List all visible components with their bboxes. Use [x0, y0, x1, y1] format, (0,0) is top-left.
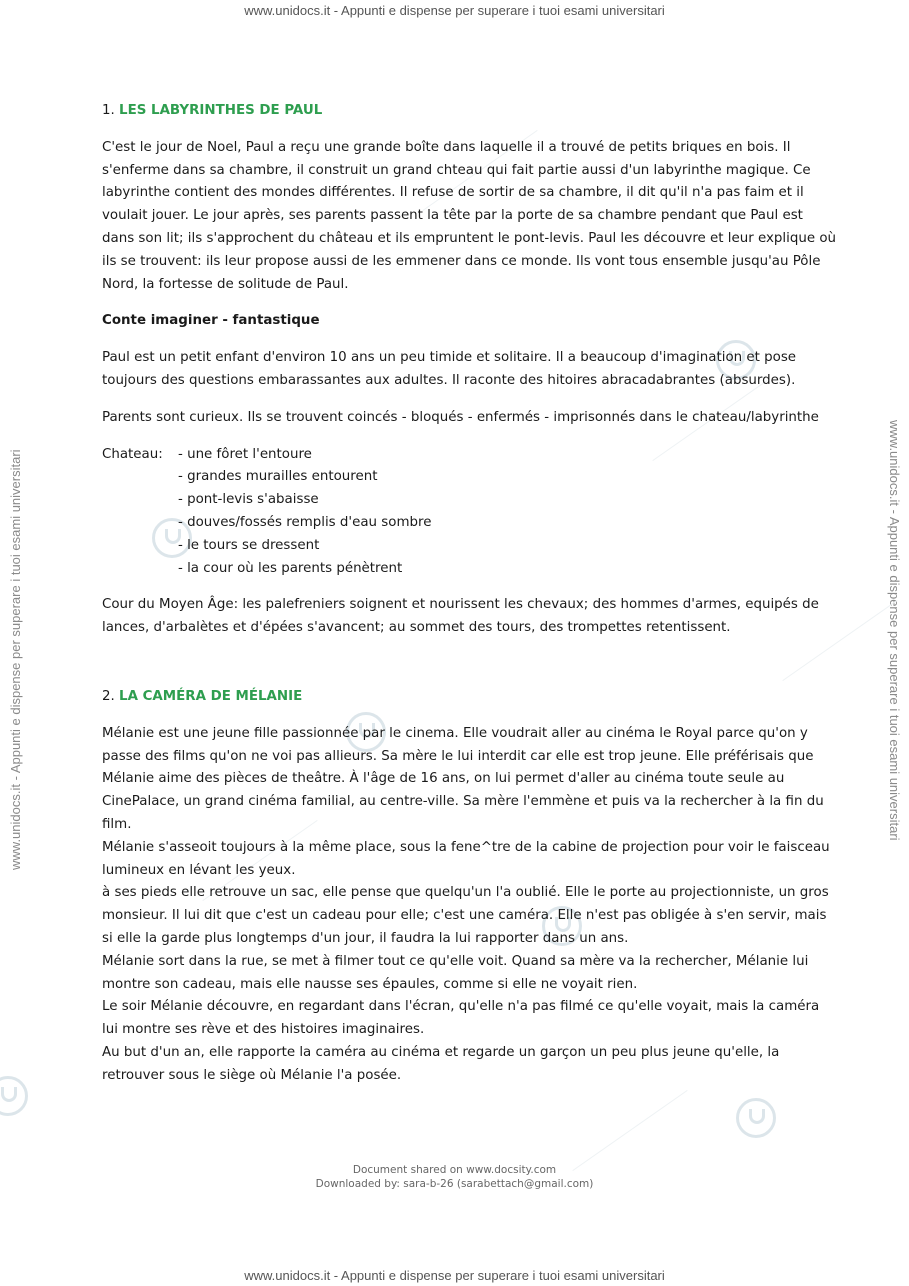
paragraph: C'est le jour de Noel, Paul a reçu une grande boîte dans laquelle il a trouvé de petits briques en bois. Il s'enferme dans sa chambre, il construit un grand chteau qui fait partie aussi d'un labyrinthe magique. Ce labyrinthe contient des mondes différentes. Il refuse de sortir de sa chambre, il dit qu'il n'a pas faim et il voulait jouer. Le jour après, ses parents passent la tête par la porte de sa chambre pendant que Paul est dans son lit; ils s'approchent du château et ils empruntent le pont-levis. Paul les découvre et leur explique où ils se trouvent: ils leur propose aussi de les emmener dans ce monde. Ils vont tous ensemble jusqu'au Pôle Nord, la fortesse de solitude de Paul. [102, 139, 837, 292]
list-item: - la cour où les parents pénètrent [178, 560, 403, 576]
section-title: LA CAMÉRA DE MÉLANIE [119, 688, 303, 704]
watermark-side-left: www.unidocs.it - Appunti e dispense per superare i tuoi esami universitari [8, 449, 23, 870]
list-label: Chateau: [102, 446, 163, 462]
shared-on-text: Document shared on www.docsity.com [352, 1164, 557, 1176]
paragraph-line: Mélanie sort dans la rue, se met à filmer tout ce qu'elle voit. Quand sa mère va la rechercher, Mélanie lui montre son cadeau, mais elle nausse ses épaules, comme si elle ne voyait rien. [102, 953, 809, 992]
paragraph: Paul est un petit enfant d'environ 10 ans un peu timide et solitaire. Il a beaucoup d'imagination et pose toujours des questions embarassantes aux adultes. Il raconte des hitoires abracadabrantes (absurdes). [102, 350, 797, 388]
paragraph: Parents sont curieux. Ils se trouvent coincés - bloqués - enfermés - imprisonnés dans le chateau/labyrinthe [102, 409, 819, 425]
unidocs-logo-icon [0, 1076, 28, 1116]
paragraph-line: à ses pieds elle retrouve un sac, elle pense que quelqu'un l'a oublié. Elle le porte au projectionniste, un gros monsieur. Il lui dit que c'est un cadeau pour elle; c'est une caméra. Elle n'est pas obligée à s'en servir, mais si elle la garde plus longtemps d'un jour, il faudra la lui rapporter dans un ans. [102, 885, 829, 946]
list-item: - douves/fossés remplis d'eau sombre [178, 514, 432, 530]
watermark-side-right: www.unidocs.it - Appunti e dispense per superare i tuoi esami universitari [887, 420, 902, 841]
subheading: Conte imaginer - fantastique [102, 313, 320, 329]
section-heading [102, 686, 837, 709]
list-item: - le tours se dressent [178, 537, 320, 553]
downloaded-by-text: Downloaded by: sara-b-26 (sarabettach@gmail.com) [315, 1178, 594, 1190]
section-gap [102, 640, 837, 686]
section-number: 1. [102, 103, 115, 118]
paragraph-line: Au but d'un an, elle rapporte la caméra au cinéma et regarde un garçon un peu plus jeune qu'elle, la retrouver sous le siège où Mélanie l'a posée. [102, 1044, 780, 1083]
download-info [0, 1163, 909, 1191]
chateau-list [102, 444, 837, 581]
list-item: - pont-levis s'abaisse [178, 492, 319, 508]
unidocs-logo-icon [736, 1098, 776, 1138]
list-item: - grandes murailles entourent [178, 469, 378, 485]
list [178, 444, 431, 581]
watermark-header: www.unidocs.it - Appunti e dispense per superare i tuoi esami universitari [244, 3, 665, 18]
watermark-line [572, 1090, 687, 1171]
paragraph-line: Le soir Mélanie découvre, en regardant dans l'écran, qu'elle n'a pas filmé ce qu'elle voyait, mais la caméra lui montre ses rève et des histoires imaginaires. [102, 999, 820, 1038]
watermark-footer: www.unidocs.it - Appunti e dispense per superare i tuoi esami universitari [244, 1268, 665, 1283]
section-title: LES LABYRINTHES DE PAUL [119, 103, 323, 118]
paragraph-line: Mélanie est une jeune fille passionnée par le cinema. Elle voudrait aller au cinéma le Royal parce qu'on y passe des films qu'on ne voi pas allieurs. Sa mère le lui interdit car elle est trop jeune. Elle préférisais que Mélanie aime des pièces de theâtre. À l'âge de 16 ans, on lui permet d'aller au cinéma toute seule au CinePalace, un grand cinéma familial, au centre-ville. Sa mère l'emmène et puis va la rechercher à la fin du film. [102, 725, 824, 832]
paragraph: Cour du Moyen Âge: les palefreniers soignent et nourissent les chevaux; des hommes d'armes, equipés de lances, d'arbalètes et d'épées s'avancent; au sommet des tours, des trompettes retentissent. [102, 597, 819, 636]
paragraph-line: Mélanie s'asseoit toujours à la même place, sous la fene^tre de la cabine de projection pour voir le faisceau lumineux en lévant les yeux. [102, 839, 830, 878]
section-heading [102, 100, 837, 123]
list-item: - une fôret l'entoure [178, 446, 312, 462]
section-number: 2. [102, 688, 115, 704]
document-body [102, 100, 837, 1087]
